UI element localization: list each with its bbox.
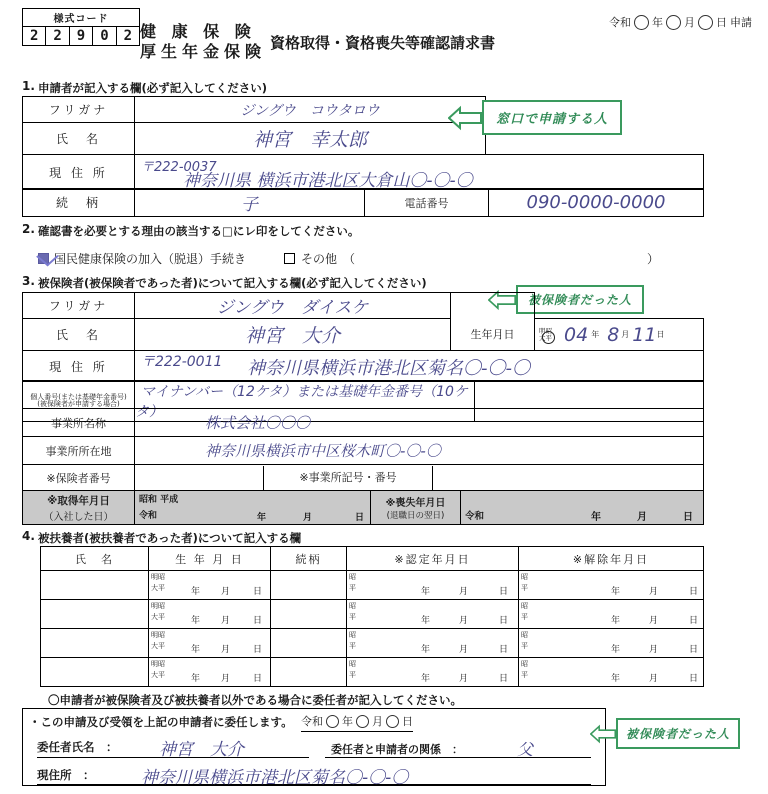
- dep-name-cell[interactable]: [41, 658, 149, 687]
- proxy-date-line: [301, 713, 413, 732]
- applicant-address-label: 現 住 所: [23, 155, 135, 190]
- table-row: [23, 437, 704, 465]
- left-arrow-icon: [448, 103, 482, 133]
- dep-rel-era2: 平: [521, 613, 528, 621]
- dep-cert-era1: 昭: [349, 660, 356, 668]
- dep-release-cell[interactable]: [519, 571, 704, 600]
- section4-heading: 被扶養者(被扶養者であった者)について記入する欄: [38, 531, 302, 545]
- dep-relation-cell[interactable]: [271, 629, 347, 658]
- section2-options: [38, 250, 659, 267]
- dep-rel-month: 月: [649, 674, 659, 684]
- dep-birth-day: 日: [253, 587, 263, 597]
- insured-birth-day-unit: 日: [656, 330, 665, 339]
- applicant-table: [22, 96, 486, 155]
- dep-cert-year: 年: [421, 587, 431, 597]
- dep-birth-day: 日: [253, 645, 263, 655]
- dep-birth-year: 年: [191, 674, 201, 684]
- code-digit: 9: [69, 26, 92, 46]
- delegator-relation-label: 委任者と申請者の関係 ：: [331, 743, 463, 756]
- office-address-value: 神奈川県横浜市中区桜木町〇-〇-〇: [205, 442, 441, 460]
- form-title-subject: 資格取得・資格喪失等確認請求書: [270, 33, 496, 52]
- date-year-unit: 年: [652, 16, 663, 29]
- dep-birth-cell[interactable]: [149, 658, 271, 687]
- dep-rel-era1: 昭: [521, 573, 528, 581]
- dep-rel-era2: 平: [521, 584, 528, 592]
- delegator-relation-value[interactable]: 父: [517, 740, 534, 759]
- dep-birth-year: 年: [191, 645, 201, 655]
- proxy-day-circle[interactable]: [386, 715, 399, 728]
- dep-cert-year: 年: [421, 674, 431, 684]
- proxy-month-unit: 月: [372, 715, 383, 728]
- insured-birth-month-unit: 月: [621, 330, 630, 339]
- dep-rel-day: 日: [689, 587, 699, 597]
- applicant-address-table: [22, 154, 704, 190]
- applicant-phone-label: 電話番号: [365, 189, 489, 217]
- dep-cert-month: 月: [459, 616, 469, 626]
- dep-birth-era2: 大平: [151, 584, 165, 592]
- mynumber-label-line1: 個人番号(または基礎年金番号): [30, 392, 127, 401]
- table-row: [23, 189, 704, 217]
- callout-insured-bottom-text: 被保険者だった人: [616, 718, 740, 749]
- insured-address-value: 神奈川県横浜市港北区菊名〇-〇-〇: [247, 358, 530, 379]
- dep-cert-era2: 平: [349, 584, 356, 592]
- office-table: [22, 408, 704, 491]
- checkbox-other[interactable]: [284, 253, 295, 264]
- delegator-address-value[interactable]: 神奈川県横浜市港北区菊名〇-〇-〇: [141, 768, 409, 788]
- title-pension-insurance: 厚生年金保険: [140, 42, 267, 61]
- insured-birth-spacer: [535, 293, 704, 319]
- dep-relation-cell[interactable]: [271, 658, 347, 687]
- dep-cert-day: 日: [499, 674, 509, 684]
- insured-birth-year: 04: [564, 323, 589, 346]
- application-date-line: [609, 14, 752, 30]
- section1-heading: 申請者が記入する欄(必ず記入してください): [38, 81, 268, 95]
- insured-address-zip: 〒222-0011: [141, 354, 223, 370]
- form-code-box: [22, 8, 140, 46]
- form-code-label: 様式コード: [22, 8, 140, 26]
- proxy-box: [22, 708, 606, 786]
- delegator-address-label: 現住所 ：: [37, 768, 95, 782]
- dep-relation-cell[interactable]: [271, 600, 347, 629]
- dep-col-release: ※解除年月日: [519, 547, 704, 571]
- dep-rel-year: 年: [611, 674, 621, 684]
- acquisition-label-line1: ※取得年月日: [47, 494, 110, 507]
- insured-birth-value-cell[interactable]: [535, 319, 704, 351]
- section4-number: 4.: [22, 529, 35, 543]
- dep-col-name: 氏 名: [41, 547, 149, 571]
- insured-address-value-cell[interactable]: [135, 351, 704, 382]
- applicant-relation-value-cell[interactable]: [135, 189, 365, 217]
- section1-number: 1.: [22, 79, 35, 93]
- dep-rel-month: 月: [649, 616, 659, 626]
- code-digit: 0: [92, 26, 115, 46]
- dep-cert-month: 月: [459, 587, 469, 597]
- dep-cert-cell[interactable]: [347, 629, 519, 658]
- insured-furigana-value-cell[interactable]: [135, 293, 451, 319]
- dep-birth-era1: 明昭: [151, 660, 165, 668]
- dep-cert-cell[interactable]: [347, 571, 519, 600]
- dep-name-cell[interactable]: [41, 600, 149, 629]
- code-digit: 2: [22, 26, 45, 46]
- acquisition-label: [23, 491, 135, 525]
- table-header-row: [41, 547, 704, 571]
- acquisition-date-cell[interactable]: [135, 491, 371, 525]
- dep-cert-cell[interactable]: [347, 600, 519, 629]
- dep-rel-era1: 昭: [521, 602, 528, 610]
- dep-cert-era1: 昭: [349, 573, 356, 581]
- acquisition-month-unit: 月: [303, 513, 313, 523]
- dep-release-cell[interactable]: [519, 629, 704, 658]
- dep-birth-year: 年: [191, 587, 201, 597]
- applicant-relation-value: 子: [241, 195, 258, 215]
- proxy-month-circle[interactable]: [356, 715, 369, 728]
- callout-applicant-text: 窓口で申請する人: [482, 100, 622, 135]
- proxy-statement: ・この申請及び受領を上記の申請者に委任します。: [29, 715, 293, 729]
- delegator-relation-underline: [325, 757, 591, 758]
- dep-rel-day: 日: [689, 645, 699, 655]
- insured-birth-label: 生年月日: [451, 319, 535, 351]
- dep-col-cert: ※認定年月日: [347, 547, 519, 571]
- date-day-circle[interactable]: [698, 15, 713, 30]
- dep-rel-month: 月: [649, 645, 659, 655]
- dep-rel-day: 日: [689, 616, 699, 626]
- acquisition-era-line2: 令和: [139, 511, 158, 521]
- form-title: [140, 22, 495, 62]
- dep-cert-day: 日: [499, 616, 509, 626]
- dep-cert-era1: 昭: [349, 602, 356, 610]
- dep-cert-cell[interactable]: [347, 658, 519, 687]
- dep-birth-month: 月: [221, 587, 231, 597]
- dep-birth-month: 月: [221, 616, 231, 626]
- applicant-phone-value: 090-0000-0000: [526, 192, 666, 213]
- checkbox-kokuho[interactable]: [38, 253, 49, 264]
- table-row: [23, 351, 704, 382]
- insured-mynumber-value: マイナンバー（12ケタ）または基礎年金番号（10ケタ）: [135, 384, 468, 420]
- birth-era-taisho-heisei: 大平: [539, 333, 552, 342]
- dep-rel-era2: 平: [521, 671, 528, 679]
- dep-birth-day: 日: [253, 674, 263, 684]
- loss-label-line2: (退職日の翌日): [386, 511, 445, 521]
- dep-birth-year: 年: [191, 616, 201, 626]
- proxy-year-unit: 年: [342, 715, 353, 728]
- table-row: [23, 465, 704, 491]
- office-name-label: 事業所名称: [23, 409, 135, 437]
- loss-label: [371, 491, 461, 525]
- acquisition-day-unit: 日: [355, 513, 365, 523]
- date-suffix: 申請: [730, 16, 752, 29]
- dep-rel-era1: 昭: [521, 660, 528, 668]
- table-row: [23, 293, 704, 319]
- applicant-address-value: 神奈川県 横浜市港北区大倉山〇-〇-〇: [183, 171, 473, 191]
- dep-rel-day: 日: [689, 674, 699, 684]
- option-kokuho-label: 国民健康保険の加入（脱退）手続き: [54, 252, 247, 266]
- table-row: [41, 658, 704, 687]
- insured-name-table: [22, 292, 704, 351]
- applicant-furigana-value: ジングウ コウタロウ: [240, 102, 380, 119]
- dep-cert-year: 年: [421, 645, 431, 655]
- acquisition-loss-table: [22, 490, 704, 525]
- loss-label-line1: ※喪失年月日: [385, 498, 446, 509]
- insured-address-label: 現 住 所: [23, 351, 135, 382]
- table-row: [23, 319, 704, 351]
- loss-date-cell[interactable]: [461, 491, 704, 525]
- callout-insured-top-text: 被保険者だった人: [516, 285, 644, 314]
- dep-birth-era1: 明昭: [151, 573, 165, 581]
- applicant-furigana-value-cell[interactable]: [135, 97, 486, 123]
- table-row: [41, 629, 704, 658]
- form-title-insurance-types: [140, 22, 266, 62]
- applicant-name-label: 氏 名: [23, 123, 135, 155]
- office-code-label: ※事業所記号・番号: [263, 466, 433, 490]
- dep-cert-year: 年: [421, 616, 431, 626]
- birth-era-marker[interactable]: [539, 328, 552, 341]
- section2-number: 2.: [22, 222, 35, 236]
- dep-birth-era1: 明昭: [151, 602, 165, 610]
- section3-number: 3.: [22, 274, 35, 288]
- dep-release-cell[interactable]: [519, 658, 704, 687]
- dep-birth-era2: 大平: [151, 642, 165, 650]
- dep-rel-era2: 平: [521, 642, 528, 650]
- dep-cert-era2: 平: [349, 613, 356, 621]
- table-row: [23, 409, 704, 437]
- proxy-year-circle[interactable]: [326, 715, 339, 728]
- era-circle-icon: [542, 331, 555, 344]
- dep-rel-year: 年: [611, 645, 621, 655]
- loss-year-unit: 年: [591, 512, 601, 523]
- option-other-label: その他 （: [301, 252, 356, 266]
- office-address-label: 事業所所在地: [23, 437, 135, 465]
- delegator-name-value[interactable]: 神宮 大介: [159, 740, 244, 760]
- acquisition-era-line1: 昭和 平成: [139, 495, 179, 505]
- loss-era: 令和: [465, 511, 485, 522]
- dep-cert-month: 月: [459, 674, 469, 684]
- dep-relation-cell[interactable]: [271, 571, 347, 600]
- applicant-name-value: 神宮 幸太郎: [252, 129, 367, 151]
- insured-birth-day: 11: [632, 323, 657, 346]
- insured-furigana-label: フリガナ: [23, 293, 135, 319]
- dep-birth-era2: 大平: [151, 671, 165, 679]
- dep-cert-day: 日: [499, 645, 509, 655]
- proxy-date-era: 令和: [301, 715, 323, 728]
- left-arrow-icon: [590, 721, 616, 747]
- section3-heading: 被保険者(被保険者であった者)について記入する欄(必ず記入してください): [38, 276, 427, 290]
- dep-cert-era2: 平: [349, 642, 356, 650]
- dep-rel-year: 年: [611, 616, 621, 626]
- dep-cert-era1: 昭: [349, 631, 356, 639]
- proxy-day-unit: 日: [402, 715, 413, 728]
- option-other-close: ）: [647, 252, 660, 266]
- date-era-label: 令和: [609, 16, 631, 29]
- applicant-phone-value-cell[interactable]: [489, 189, 704, 217]
- insured-birth-year-unit: 年: [591, 330, 600, 339]
- dep-col-birth: 生 年 月 日: [149, 547, 271, 571]
- dep-birth-cell[interactable]: [149, 629, 271, 658]
- mynumber-label-line2: (被保険者が申請する場合): [37, 400, 120, 408]
- acquisition-year-unit: 年: [257, 513, 267, 523]
- insured-name-value: 神宮 大介: [244, 325, 340, 347]
- loss-day-unit: 日: [683, 512, 693, 523]
- insured-birth-label-spacer: [451, 293, 535, 319]
- dep-birth-month: 月: [221, 674, 231, 684]
- dep-rel-year: 年: [611, 587, 621, 597]
- dep-birth-cell[interactable]: [149, 600, 271, 629]
- delegator-name-label: 委任者氏名 ：: [37, 740, 118, 754]
- table-row: [23, 97, 486, 123]
- section2-heading: 確認書を必要とする理由の該当する□にレ印をしてください。: [38, 224, 360, 238]
- dep-birth-era2: 大平: [151, 613, 165, 621]
- date-year-circle[interactable]: [634, 15, 649, 30]
- form-code-digits: [22, 26, 140, 46]
- dep-release-cell[interactable]: [519, 600, 704, 629]
- date-day-unit: 日: [716, 16, 727, 29]
- table-row: [23, 491, 704, 525]
- callout-applicant: [448, 100, 622, 135]
- dep-rel-era1: 昭: [521, 631, 528, 639]
- date-month-unit: 月: [684, 16, 695, 29]
- office-name-value: 株式会社〇〇〇: [205, 414, 311, 432]
- birth-era-meiji-showa: 明昭: [539, 327, 552, 335]
- dependents-table: [40, 546, 704, 687]
- applicant-address-value-cell[interactable]: [135, 155, 704, 190]
- callout-insured-bottom: [590, 718, 740, 749]
- dep-birth-month: 月: [221, 645, 231, 655]
- table-row: [41, 600, 704, 629]
- dep-cert-day: 日: [499, 587, 509, 597]
- loss-month-unit: 月: [637, 512, 647, 523]
- office-address-value-cell[interactable]: [135, 437, 704, 465]
- insured-address-table: [22, 350, 704, 382]
- dep-birth-cell[interactable]: [149, 571, 271, 600]
- applicant-relation-label: 続 柄: [23, 189, 135, 217]
- insured-birth-month: 8: [607, 323, 620, 346]
- dep-cert-month: 月: [459, 645, 469, 655]
- dep-col-relation: 続柄: [271, 547, 347, 571]
- code-digit: 2: [116, 26, 140, 46]
- insurer-number-cells: [135, 465, 704, 491]
- dep-name-cell[interactable]: [41, 571, 149, 600]
- insured-name-value-cell[interactable]: [135, 319, 451, 351]
- dep-name-cell[interactable]: [41, 629, 149, 658]
- dep-birth-day: 日: [253, 616, 263, 626]
- office-name-value-cell[interactable]: [135, 409, 704, 437]
- table-row: [23, 123, 486, 155]
- insurer-number-label: ※保険者番号: [23, 465, 135, 491]
- applicant-name-value-cell[interactable]: [135, 123, 486, 155]
- applicant-relation-table: [22, 188, 704, 217]
- title-health-insurance: 健 康 保 険: [140, 22, 256, 41]
- dep-rel-month: 月: [649, 587, 659, 597]
- insured-furigana-value: ジングウ ダイスケ: [216, 298, 369, 318]
- table-row: [41, 571, 704, 600]
- acquisition-label-line2: （入社した日）: [43, 511, 114, 523]
- applicant-address-zip: 〒222-0037: [141, 160, 217, 175]
- code-digit: 2: [45, 26, 68, 46]
- dep-birth-era1: 明昭: [151, 631, 165, 639]
- date-month-circle[interactable]: [666, 15, 681, 30]
- table-row: [23, 155, 704, 190]
- dep-cert-era2: 平: [349, 671, 356, 679]
- applicant-furigana-label: フリガナ: [23, 97, 135, 123]
- section5-heading: 〇申請者が被保険者及び被扶養者以外である場合に委任者が記入してください。: [48, 693, 462, 707]
- insured-name-label: 氏 名: [23, 319, 135, 351]
